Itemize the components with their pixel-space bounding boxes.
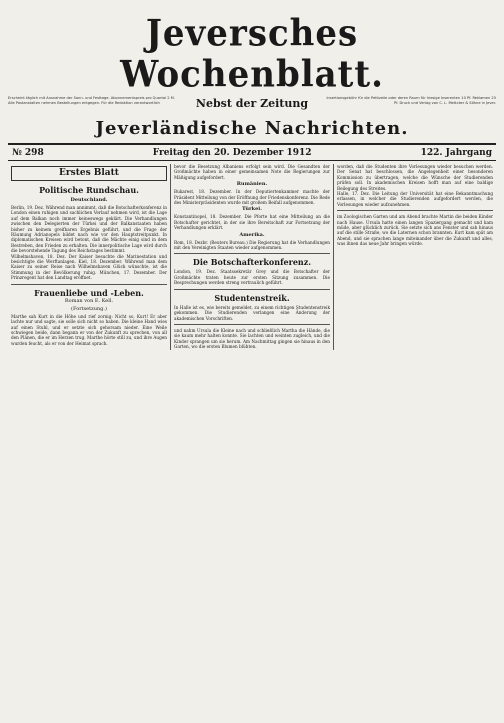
- issue-year: 122. Jahrgang: [420, 147, 492, 158]
- masthead-subtitle: Jeverländische Nachrichten.: [95, 118, 409, 139]
- subsection-title: Amerika.: [239, 231, 265, 238]
- serial-continuation: (Fortsetzung.): [71, 305, 107, 312]
- article-text: [174, 240, 330, 251]
- article-paragraph: Halle, 17. Dez. Die Leitung der Universität hat eine Bekanntmachung erlassen, in welcher die Studierenden aufgefordert werden, die Vorlesungen wieder aufzunehmen.: [337, 191, 493, 207]
- masthead-title: Jeversches Wochenblatt.: [120, 11, 384, 97]
- article-text: [337, 164, 493, 207]
- subsection-title: Rumänien.: [236, 181, 268, 188]
- article-paragraph: London, 19. Dez. Staatssekretär Grey und die Botschafter der Großmächte traten heute zur ersten Sitzung zusammen. Die Besprechungen werden streng vertraulich geführt.: [174, 269, 330, 286]
- serial-paragraph: im Zoologischen Garten und am Abend brachte Martin die beiden Kinder nach Hause. Ursula hatte einen langen Spaziergang gemacht und kam müde, aber glücklich zurück. Sie setzte sich ans Fenster und sah hinaus auf die stille Straße, wo die Laternen schon brannten. Kurt kam spät am Abend, und sie sprachen lange miteinander über die Zukunft und alles, was ihnen das neue Jahr bringen würde.: [337, 214, 493, 247]
- subsection-title: Deutschland.: [70, 197, 108, 203]
- article-paragraph: Bukarest, 18. Dezember. In der Deputiertenkammer machte der Präsident Mitteilung von der Eröffnung der Friedenskonferenz. Die Rede des Ministerpräsidenten wurde mit großem Beifall aufgenommen.: [174, 189, 330, 206]
- newspaper-page: [8, 8, 496, 716]
- article-text: [174, 189, 330, 205]
- issue-date: Freitag den 20. Dezember 1912: [152, 147, 312, 158]
- article-paragraph: bevor die Besetzung Albaniens erfolgt sein wird. Die Gesandten der Großmächte haben in einer gemeinsamen Note die Regierungen zur Mäßigung aufgefordert.: [174, 164, 330, 180]
- article-text: [174, 305, 330, 321]
- serial-text: [11, 314, 167, 346]
- divider: [337, 210, 493, 211]
- section-title: Studentenstreik.: [214, 292, 290, 303]
- serial-paragraph: und nahm Ursula die Kleine nach und schließlich Martha die Hände, die sie kaum mehr halten konnte. Sie lachten und weinten zugleich, und die Kinder sprangen um sie herum. Am Nachmittag gingen sie hinaus in den Garten, wo die ersten Blumen blühten.: [174, 327, 330, 350]
- article-text: [174, 269, 330, 285]
- article-paragraph: worden, daß die Studenten ihre Vorlesungen wieder besuchen werden. Der Senat hat beschlossen, die Angelegenheit einer besonderen Kommission zu übertragen, welche die Wünsche der Studierenden prüfen soll. In akademischen Kreisen hofft man auf eine baldige Beilegung des Streites.: [337, 164, 493, 191]
- divider: [174, 253, 330, 254]
- columns: [8, 164, 496, 350]
- article-paragraph: Rom, 18. Dezbr. (Reuters Bureau.) Die Regierung hat die Verhandlungen mit den Vereinigten Staaten wieder aufgenommen.: [174, 239, 330, 251]
- subsection-title: Türkei.: [242, 206, 262, 213]
- divider: [11, 284, 167, 285]
- column-1: [8, 164, 171, 350]
- article-text: [174, 214, 330, 230]
- article-paragraph: Berlin, 19. Dez. Während man annimmt, daß die Botschafterkonferenz in London einen ruhigen und sachlichen Verlauf nehmen wird, ist die Lage auf dem Balkan noch immer keineswegs geklärt. Die Verhandlungen zwischen den Delegierten der Türkei und der Balkanstaaten haben bisher zu keinem greifbaren Ergebnis geführt, und die Frage der Räumung Adrianopels bildet nach wie vor den Hauptstreitpunkt. In diplomatischen Kreisen wird betont, daß die Mächte einig sind in dem Bestreben, den Frieden zu erhalten. Die innerpolitische Lage wird durch die bevorstehende Tagung des Reichstages bestimmt.: [11, 205, 167, 254]
- masthead-left-note: Erscheint täglich mit Ausnahme der Sonn- und Festtage. Abonnementspreis pro Quartal 2 M. Alle Postanstalten nehmen Bestellungen entgegen. Für die Redaktion verantwortlich: [8, 96, 175, 105]
- issue-number: № 298: [12, 147, 44, 158]
- serial-text: [174, 328, 330, 350]
- serial-title: Frauenliebe und -Leben.: [34, 287, 144, 298]
- article-text: [11, 205, 167, 281]
- section-title: Politische Rundschau.: [39, 185, 139, 195]
- serial-paragraph: Marthe sah Kurt in die Höhe und rief zornig: Nicht so, Kurt! Er aber lachte nur und sagte, sie solle sich nicht so haben. Die kleine Hand wies auf einen Stuhl, und er setzte sich gehorsam nieder. Eine Weile schwiegen beide, dann begann er von der Zukunft zu sprechen, von all den Plänen, die er im Herzen trug. Marthe hörte still zu, und ihre Augen wurden feucht, als er von der Heimat sprach.: [11, 313, 167, 346]
- dateline: [8, 143, 496, 161]
- divider: [174, 324, 330, 325]
- article-paragraph: Konstantinopel, 18. Dezember. Die Pforte hat eine Mitteilung an die Botschafter gerichtet, in der sie ihre Bereitschaft zur Fortsetzung der Verhandlungen erklärt.: [174, 214, 330, 231]
- section-title: Die Botschafterkonferenz.: [192, 257, 312, 268]
- article-text: [174, 164, 330, 180]
- masthead-subrow: [8, 96, 496, 118]
- serial-author: Roman von E. Kell.: [64, 297, 114, 304]
- masthead-right-note: Insertionsgebühr für die Petitzeile oder deren Raum für hiesige Inserenten 10 Pf. Reklamen 25 Pf. Druck und Verlag von C. L. Mettcker & Söhne in Jever.: [326, 96, 496, 105]
- divider: [174, 289, 330, 290]
- masthead-center-note: Nebst der Zeitung: [195, 97, 309, 110]
- column-2: [171, 164, 334, 350]
- first-sheet-label: Erstes Blatt: [11, 166, 167, 181]
- serial-text: [337, 214, 493, 246]
- article-paragraph: Wilhelmshaven, 18. Dez. Der Kaiser besuchte die Marinestation und besichtigte die Werftanlagen. Kiel, 18. Dezember. Während man dem Kaiser zu seiner Reise nach Wilhelmshaven Glück wünschte, ist die Stimmung in der Bevölkerung ruhig. München, 17. Dezember. Der Prinzregent hat den Landtag eröffnet.: [11, 253, 167, 281]
- article-paragraph: In Halle ist es, wie bereits gemeldet, zu einem richtigen Studentenstreik gekommen. Die Studierenden verlangen eine Änderung der akademischen Vorschriften.: [174, 304, 330, 321]
- column-3: [334, 164, 496, 350]
